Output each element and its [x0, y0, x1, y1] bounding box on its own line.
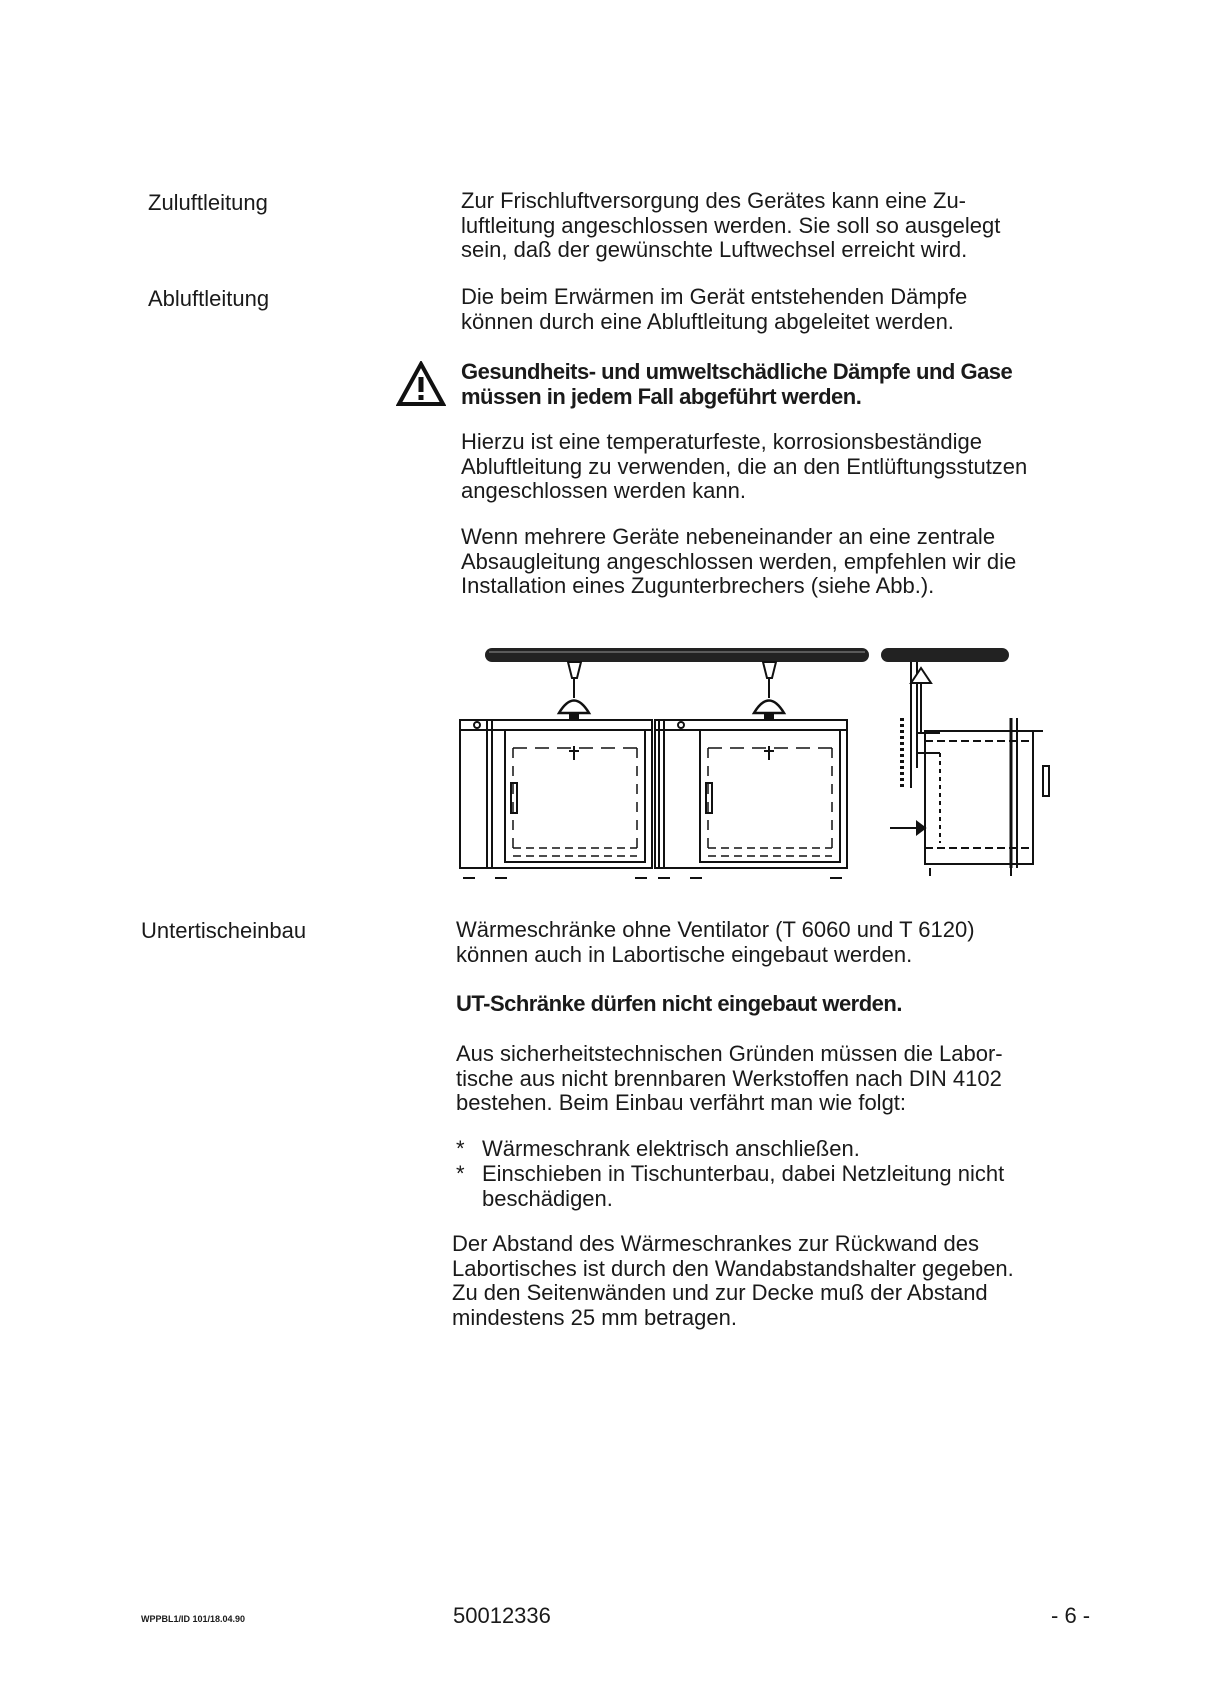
text-line: sein, daß der gewünschte Luftwechsel erreicht wird. [461, 237, 968, 262]
text-line: angeschlossen werden kann. [461, 478, 746, 503]
text-line: Zu den Seitenwänden und zur Decke muß der Abstand [452, 1280, 988, 1305]
bullet-mark: * [456, 1136, 465, 1161]
draft-interrupter-left [559, 662, 589, 721]
bullet-text: Wärmeschrank elektrisch anschließen. [482, 1136, 860, 1161]
untertisch-paragraph-1 [456, 918, 1096, 967]
footer-page-number: - 6 - [1051, 1603, 1091, 1628]
text-line: können durch eine Abluftleitung abgeleitet werden. [461, 308, 954, 334]
text-line: Wärmeschränke ohne Ventilator (T 6060 und T 6120) [456, 917, 975, 942]
side-exhaust-duct [881, 648, 1009, 662]
side-label-untertischeinbau: Untertischeinbau [141, 918, 307, 943]
text-line: Labortisches ist durch den Wandabstandshalter gegeben. [452, 1255, 1014, 1281]
text-line: bestehen. Beim Einbau verfährt man wie folgt: [456, 1090, 907, 1115]
untertisch-bold-notice: UT-Schränke dürfen nicht eingebaut werden. [456, 991, 902, 1016]
bullet-mark: * [456, 1161, 465, 1186]
bullet-item [456, 1162, 1096, 1211]
text-line: Absaugleitung angeschlossen werden, empfehlen wir die [461, 548, 1017, 574]
text-line: Aus sicherheitstechnischen Gründen müssen die Labor- [456, 1041, 1003, 1066]
text-line: Hierzu ist eine temperaturfeste, korrosionsbeständige [461, 429, 982, 454]
abluft-paragraph-3 [461, 525, 1101, 599]
footer-doc-code: WPPBL1/ID 101/18.04.90 [141, 1614, 246, 1624]
text-line: tische aus nicht brennbaren Werkstoffen nach DIN 4102 [456, 1065, 1002, 1091]
side-label-zuluftleitung: Zuluftleitung [148, 190, 268, 215]
text-line: Abluftleitung zu verwenden, die an den Entlüftungsstutzen [461, 453, 1028, 479]
warning-triangle-icon [396, 361, 446, 407]
installation-illustration [455, 638, 1075, 893]
zuluft-paragraph [461, 189, 1101, 263]
central-exhaust-duct [485, 648, 869, 662]
text-line: luftleitung angeschlossen werden. Sie soll so ausgelegt [461, 212, 1001, 238]
text-line: Wenn mehrere Geräte nebeneinander an eine zentrale [461, 524, 996, 549]
bullet-item [456, 1137, 1096, 1162]
abluft-paragraph [461, 285, 1101, 334]
text-line: mindestens 25 mm betragen. [452, 1304, 737, 1330]
footer-document-number: 50012336 [453, 1603, 551, 1628]
cabinet-side-view [890, 662, 1049, 876]
draft-interrupter-right [754, 662, 784, 721]
side-label-abluftleitung: Abluftleitung [148, 286, 270, 311]
text-line: Installation eines Zugunterbrechers (siehe Abb.). [461, 573, 935, 598]
warning-text [461, 360, 1101, 409]
cabinet-front-left [460, 720, 652, 878]
text-line: Zur Frischluftversorgung des Gerätes kann eine Zu- [461, 188, 967, 213]
abluft-paragraph-2 [461, 430, 1101, 504]
text-line: müssen in jedem Fall abgeführt werden. [461, 383, 862, 409]
bullet-text: Einschieben in Tischunterbau, dabei Netzleitung nicht [482, 1161, 1005, 1186]
untertisch-paragraph-2 [456, 1042, 1096, 1116]
text-line: können auch in Labortische eingebaut werden. [456, 941, 913, 967]
text-line: Die beim Erwärmen im Gerät entstehenden Dämpfe [461, 284, 968, 309]
cabinet-front-right [655, 720, 847, 878]
untertisch-paragraph-3 [452, 1232, 1092, 1330]
text-line: Gesundheits- und umweltschädliche Dämpfe und Gase [461, 359, 1013, 384]
bullet-text: beschädigen. [482, 1185, 613, 1211]
text-line: Der Abstand des Wärmeschrankes zur Rückwand des [452, 1231, 980, 1256]
